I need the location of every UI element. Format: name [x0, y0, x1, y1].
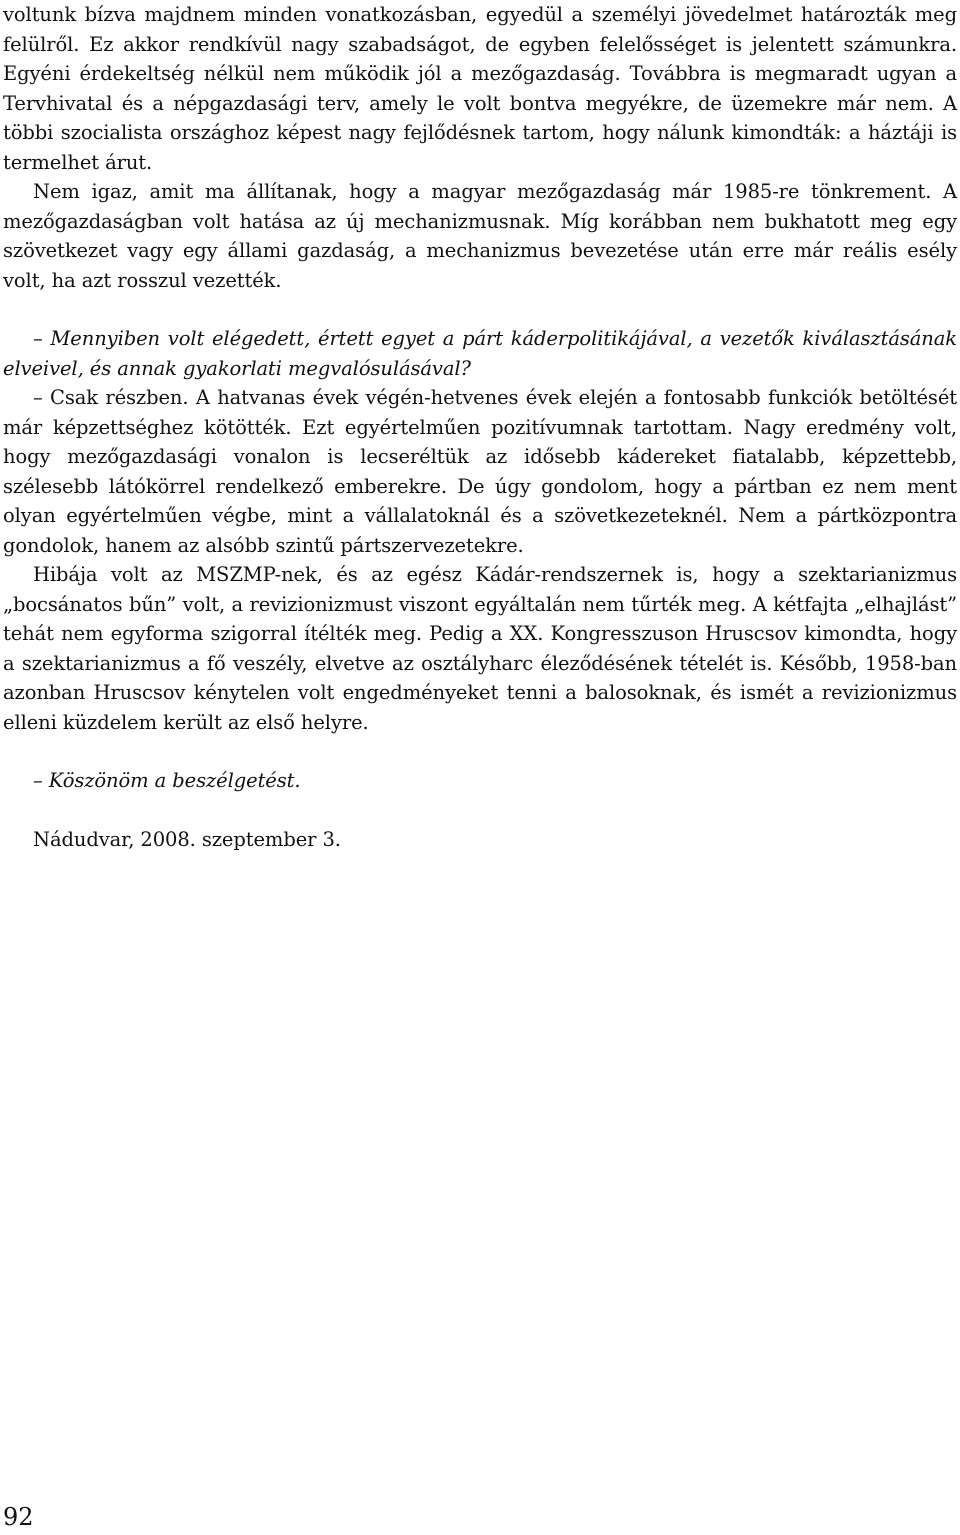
body-text — [3, 0, 957, 854]
answer-paragraph-1: – Csak részben. A hatvanas évek végén-hetvenes évek elején a fontosabb funkciók betöltését már képzettséghez kötötték. Ezt egyértelműen pozitívumnak tartottam. Nagy eredmény volt, hogy mezőgazdasági vonalon is lecseréltük az idősebb kádereket fiatalabb, képzettebb, szélesebb látókörrel rendelkező emberekre. De úgy gondolom, hogy a pártban ez nem ment olyan egyértelműen végbe, mint a vállalatoknál és a szövetkezeteknél. Nem a pártközpontra gondolok, hanem az alsóbb szintű pártszervezetekre. — [3, 386, 957, 557]
interview-question: – Mennyiben volt elégedett, értett egyet a párt káderpolitikájával, a vezetők kiválasztásának elveivel, és annak gyakorlati megvalósulásával? — [3, 327, 957, 380]
page-number: 92 — [3, 1503, 34, 1531]
closing-line: – Köszönöm a beszélgetést. — [33, 769, 301, 792]
answer-paragraph-2: Hibája volt az MSZMP-nek, és az egész Kádár-rendszernek is, hogy a szektarianizmus „bocsánatos bűn” volt, a revizionizmust viszont egyáltalán nem tűrték meg. A kétfajta „elhajlást” tehát nem egyforma szigorral ítélték meg. Pedig a XX. Kongresszuson Hruscsov kimondta, hogy a szektarianizmus a fő veszély, elvetve az osztályharc éleződésének tételét is. Később, 1958-ban azonban Hruscsov kénytelen volt engedményeket tenni a balosoknak, és ismét a revizionizmus elleni küzdelem került az első helyre. — [3, 563, 957, 734]
paragraph-1: voltunk bízva majdnem minden vonatkozásban, egyedül a személyi jövedelmet határozták meg felülről. Ez akkor rendkívül nagy szabadságot, de egyben felelősséget is jelentett számunkra. Egyéni érdekeltség nélkül nem működik jól a mezőgazdaság. Továbbra is megmaradt ugyan a Tervhivatal és a népgazdasági terv, amely le volt bontva megyékre, de üzemekre már nem. A többi szocialista országhoz képest nagy fejlődésnek tartom, hogy nálunk kimondták: a háztáji is termelhet árut. — [3, 3, 957, 174]
paragraph-2: Nem igaz, amit ma állítanak, hogy a magyar mezőgazdaság már 1985-re tönkrement. A mezőgazdaságban volt hatása az új mechanizmusnak. Míg korábban nem bukhatott meg egy szövetkezet vagy egy állami gazdaság, a mechanizmus bevezetése után erre már reális esély volt, ha azt rosszul vezették. — [3, 180, 957, 292]
place-and-date: Nádudvar, 2008. szeptember 3. — [33, 827, 341, 851]
